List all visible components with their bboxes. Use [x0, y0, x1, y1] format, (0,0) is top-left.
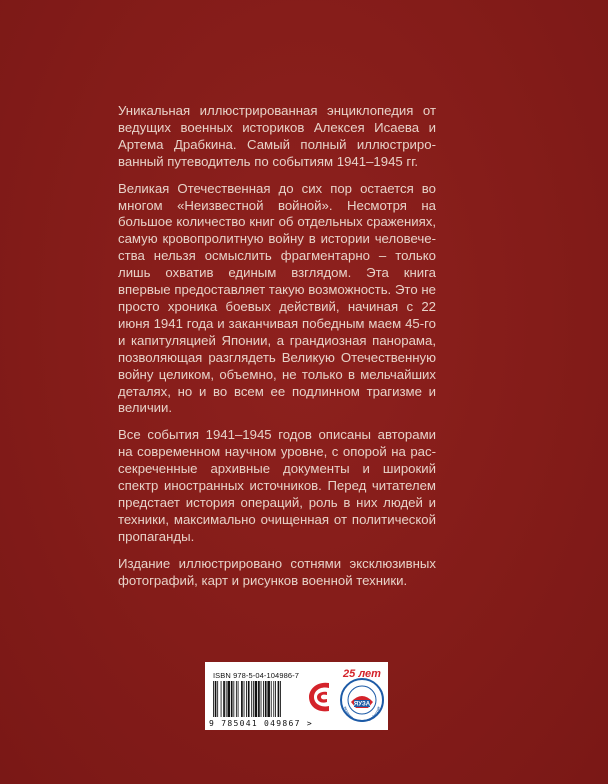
barcode-bar: [280, 681, 281, 717]
barcode-bar: [223, 681, 225, 717]
barcode-bar: [255, 681, 258, 717]
barcode-bar: [263, 681, 264, 717]
barcode-bar: [278, 681, 280, 717]
barcode-bars: [213, 681, 299, 717]
eksmo-logo-icon: [305, 677, 335, 717]
barcode-bar: [227, 681, 230, 717]
barcode-bar: [238, 681, 239, 717]
barcode-bar: [265, 681, 267, 717]
barcode-panel: [205, 662, 388, 730]
barcode-bar: [273, 681, 274, 717]
blurb-paragraph: Издание иллюстрировано сотнями эксклюзивных фотографий, карт и рисунков военной техники.: [118, 555, 436, 588]
barcode-bar: [253, 681, 254, 717]
barcode-bar: [275, 681, 276, 717]
blurb-paragraph: Все события 1941–1945 годов описаны авторами на современном научном уровне, с опорой на рассекреченные архивные документы и широкий спектр иностранных источников. Перед читателем предстает история операций, роль в них людей и техники, максимально очищенная от политической пропаганды.: [118, 427, 436, 544]
barcode-bar: [215, 681, 217, 717]
barcode-bar: [246, 681, 247, 717]
blurb-text: [118, 103, 436, 599]
barcode-bar: [233, 681, 234, 717]
yauza-name: ЯУЗА: [353, 701, 371, 708]
barcode-bar: [271, 681, 272, 717]
yauza-slogan: история — наша профессия: [343, 706, 381, 724]
barcode-bar: [217, 681, 218, 717]
isbn-label: ISBN 978-5-04-104986-7: [213, 671, 300, 680]
barcode-bar: [221, 681, 222, 717]
barcode-bar: [236, 681, 237, 717]
barcode-bar: [251, 681, 252, 717]
barcode-bar: [267, 681, 270, 717]
blurb-paragraph: Уникальная иллюстрированная энциклопедия от ведущих военных историков Алексея Исаева и Артема Драбкина. Самый полный иллюстрированный путеводитель по событиям 1941–1945 гг.: [118, 103, 436, 169]
barcode-bar: [231, 681, 233, 717]
barcode-bar: [258, 681, 260, 717]
yauza-anniversary: 25 лет: [343, 668, 381, 680]
barcode-bar: [241, 681, 243, 717]
yauza-logo-icon: [338, 664, 386, 728]
blurb-paragraph: Великая Отечественная до сих пор остается во многом «Неизвестной войной». Несмотря на большое количество книг об отдельных сражениях, самую кровопролитную войну в истории человечества нельзя осмыслить фрагментарно – только лишь охватив единым взглядом. Эта книга впервые предоставляет такую возможность. Это не просто хроника боевых действий, начиная с 22 июня 1941 года и заканчивая победным маем 45-го и капитуляцией Японии, а грандиозная панорама, позволяющая разглядеть Великую Отечественную войну целиком, объемно, не только в мельчайших деталях, но и во всем ее подлинном трагизме и величии.: [118, 180, 436, 416]
barcode-bar: [226, 681, 227, 717]
barcode-bar: [261, 681, 262, 717]
barcode-bar: [248, 681, 250, 717]
barcode-bar: [244, 681, 245, 717]
ean-digits: 9 785041 049867 >: [209, 719, 313, 728]
barcode-bar: [213, 681, 214, 717]
